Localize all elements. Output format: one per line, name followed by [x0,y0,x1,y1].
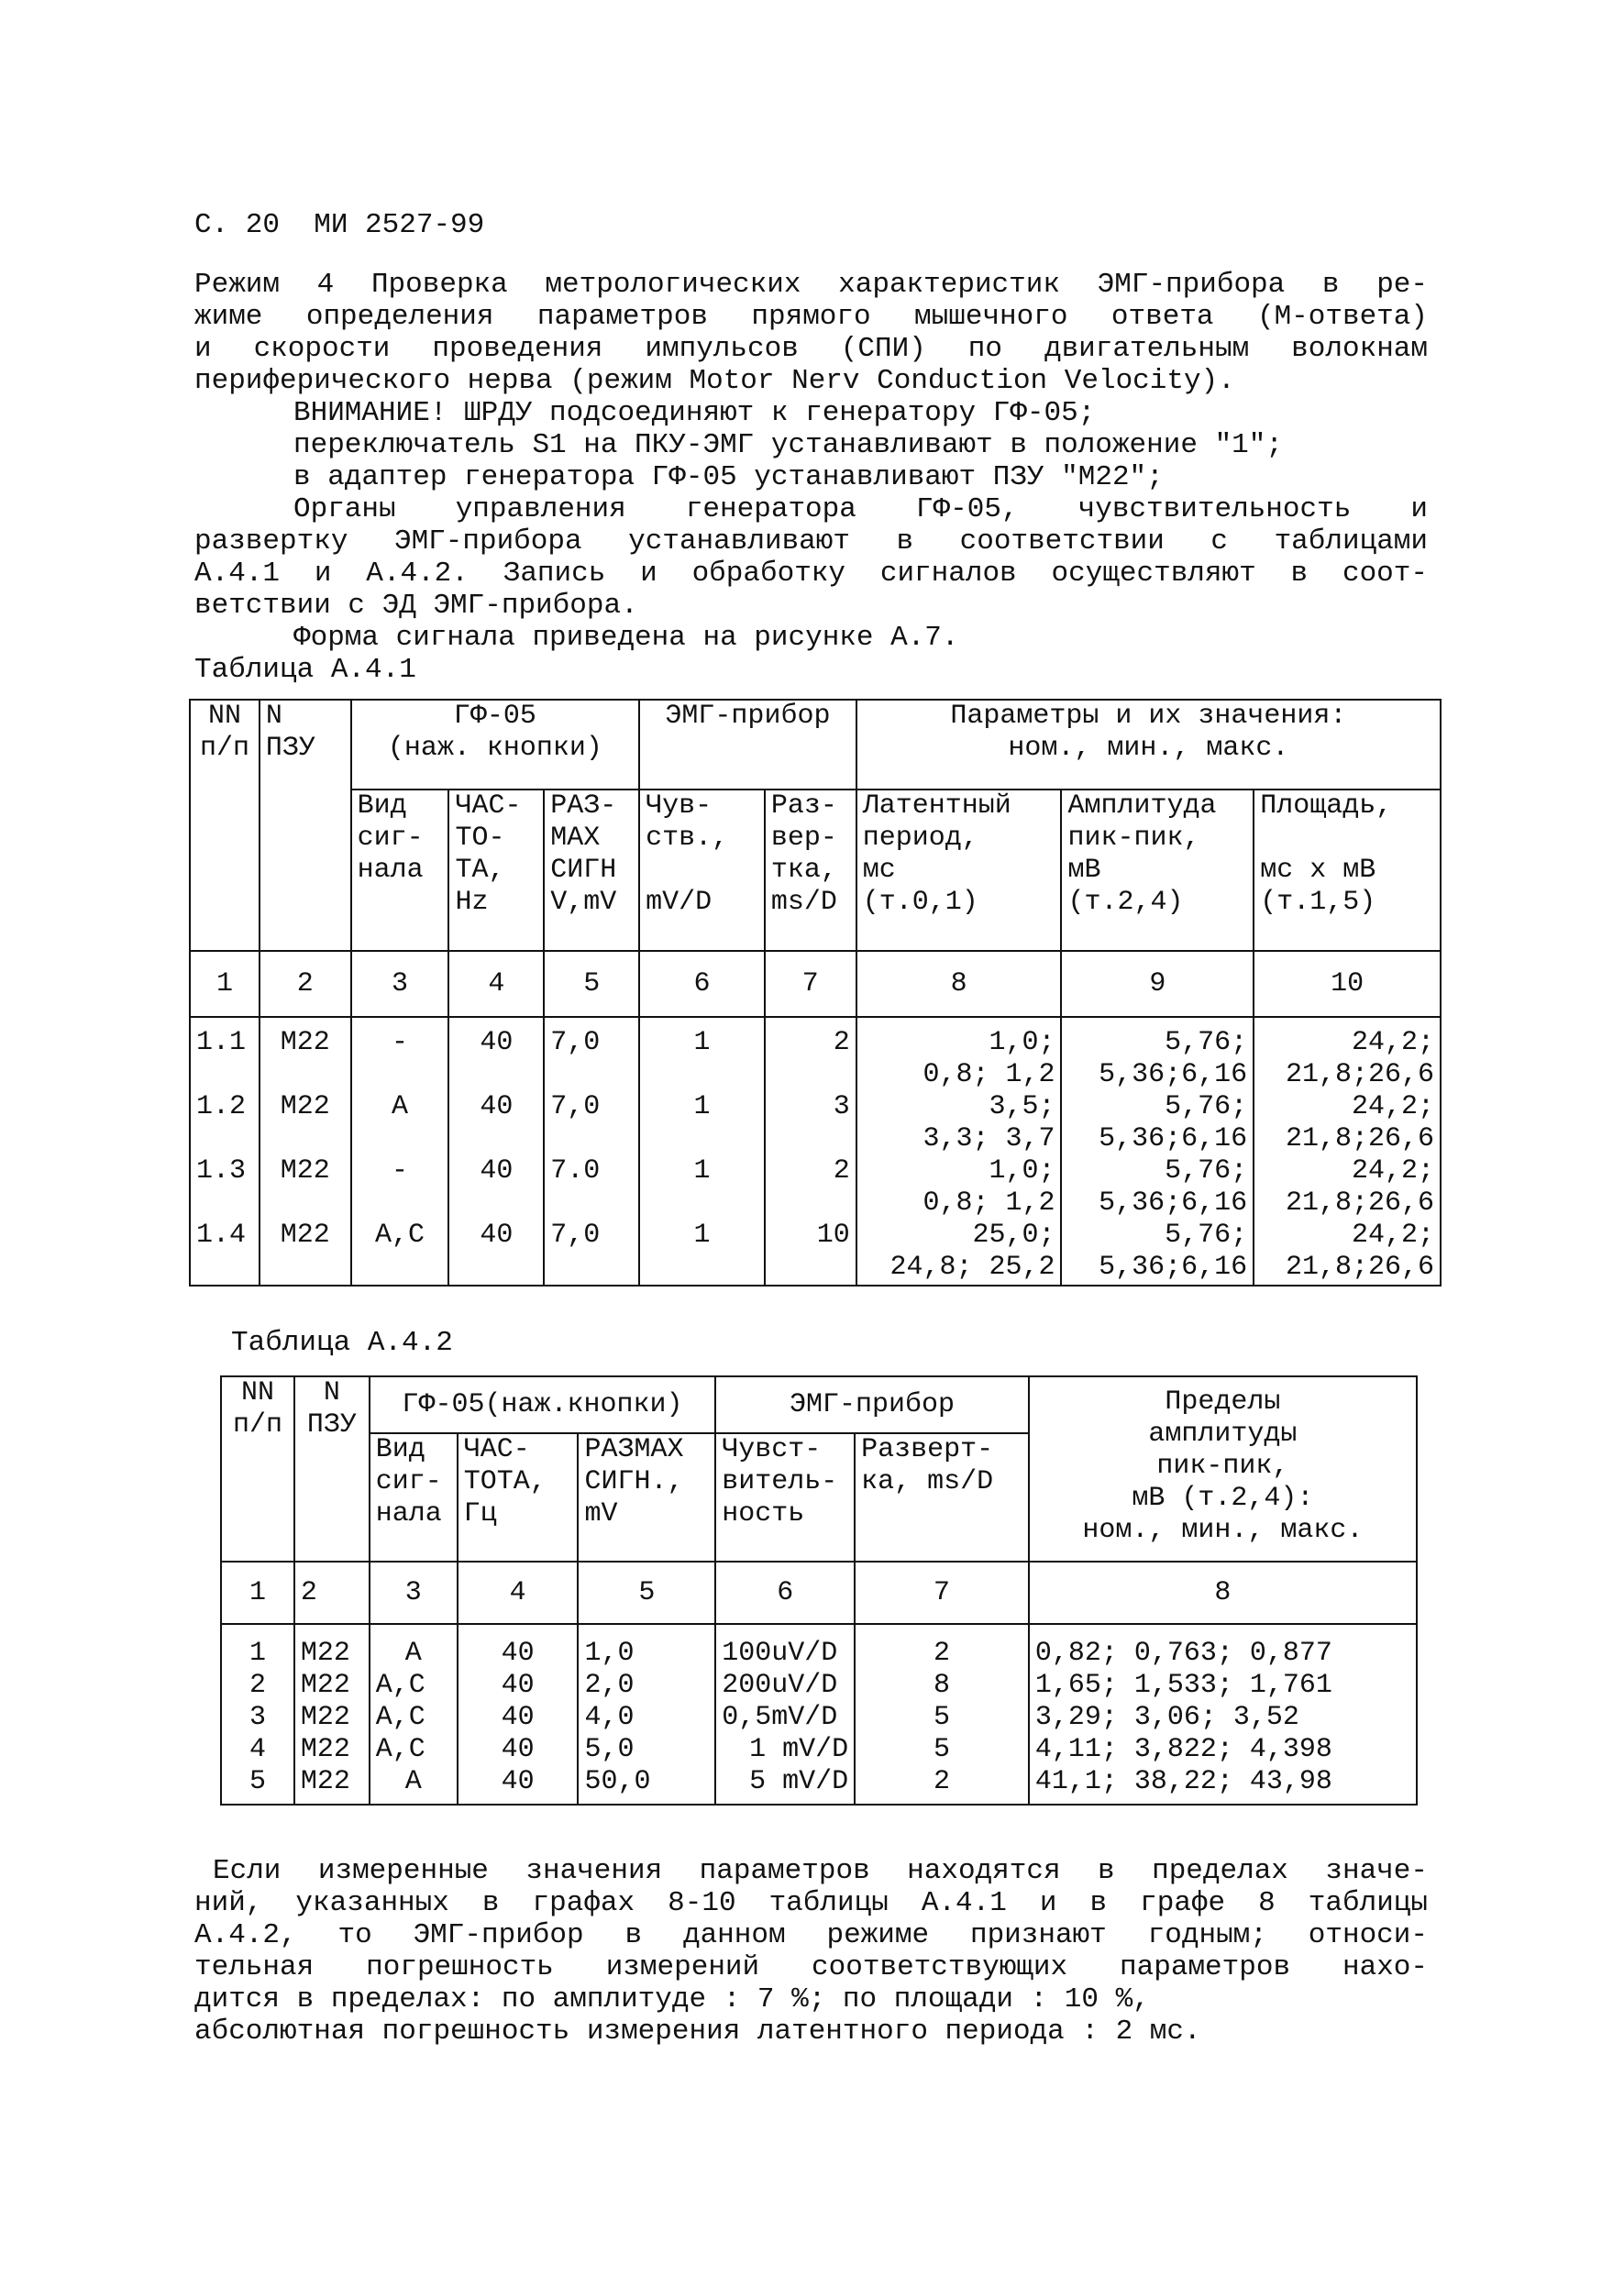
intro-line: жиме определения параметров прямого мышечного ответа (М-ответа) [194,301,1428,333]
cell-signal-type: - [351,1017,449,1091]
cell-frequency: 40 [458,1670,579,1702]
cell-amplitude: 7.0 [544,1155,639,1220]
cell-sensitivity: 1 [639,1091,765,1155]
conclusion-line: А.4.2, то ЭМГ-прибор в данном режиме признают годным; относи- [194,1919,1428,1951]
cell-nn: 1.2 [190,1091,260,1155]
cell-signal-type: А [351,1091,449,1155]
cell-pzu: М22 [294,1702,370,1734]
cell-amplitude: 2,0 [578,1670,715,1702]
cell-pzu: М22 [260,1017,351,1091]
cell-sensitivity: 200uV/D [715,1670,855,1702]
cell-sweep: 2 [855,1766,1029,1805]
cell-sweep: 5 [855,1702,1029,1734]
page-header: С. 20 МИ 2527-99 [194,209,485,241]
table-row [190,1155,1441,1220]
cell-nn: 1.1 [190,1017,260,1091]
cell-area: 24,2; 21,8;26,6 [1254,1155,1441,1220]
column-number: 4 [458,1562,579,1624]
cell-frequency: 40 [448,1155,544,1220]
cell-peak-amplitude: 5,76; 5,36;6,16 [1061,1017,1254,1091]
subheader-signal-type: Вид сиг- нала [351,790,449,951]
cell-signal-type: А,С [370,1734,458,1766]
cell-sweep: 2 [765,1155,856,1220]
cell-latency: 25,0; 24,8; 25,2 [856,1220,1062,1286]
cell-nn: 5 [221,1766,294,1805]
cell-amplitude: 7,0 [544,1017,639,1091]
subheader-signal-type: Вид сиг- нала [370,1433,458,1562]
cell-sensitivity: 1 [639,1017,765,1091]
subheader-amplitude: РАЗ- МАХ СИГН V,mV [544,790,639,951]
column-number: 8 [856,951,1062,1017]
column-number: 10 [1254,951,1441,1017]
cell-sweep: 5 [855,1734,1029,1766]
cell-amplitude: 50,0 [578,1766,715,1805]
cell-sensitivity: 1 mV/D [715,1734,855,1766]
column-number: 1 [221,1562,294,1624]
cell-limits: 4,11; 3,822; 4,398 [1029,1734,1417,1766]
cell-sweep: 2 [765,1017,856,1091]
intro-line: Режим 4 Проверка метрологических характеристик ЭМГ-прибора в ре- [194,269,1428,301]
col-header-pzu: N ПЗУ [294,1376,370,1562]
cell-signal-type: А,С [370,1702,458,1734]
cell-sweep: 3 [765,1091,856,1155]
cell-pzu: М22 [294,1734,370,1766]
cell-nn: 4 [221,1734,294,1766]
cell-frequency: 40 [458,1702,579,1734]
column-number: 1 [190,951,260,1017]
cell-pzu: М22 [260,1220,351,1286]
table-a42 [220,1375,1418,1806]
table2-caption: Таблица А.4.2 [231,1327,453,1359]
col-header-emg: ЭМГ-прибор [715,1376,1029,1433]
cell-amplitude: 1,0 [578,1624,715,1670]
cell-limits: 1,65; 1,533; 1,761 [1029,1670,1417,1702]
table-row [221,1670,1417,1702]
cell-latency: 1,0; 0,8; 1,2 [856,1155,1062,1220]
cell-signal-type: А [370,1766,458,1805]
cell-sweep: 8 [855,1670,1029,1702]
subheader-frequency: ЧАС- ТО- ТА, Hz [448,790,544,951]
subheader-sensitivity: Чувст- витель- ность [715,1433,855,1562]
cell-latency: 3,5; 3,3; 3,7 [856,1091,1062,1155]
cell-pzu: М22 [260,1091,351,1155]
column-number: 4 [448,951,544,1017]
conclusion-line: тельная погрешность измерений соответствующих параметров нахо- [194,1951,1428,1983]
cell-frequency: 40 [458,1734,579,1766]
column-number: 8 [1029,1562,1417,1624]
subheader-sweep: Раз- вер- тка, ms/D [765,790,856,951]
cell-signal-type: А,С [351,1220,449,1286]
cell-signal-type: - [351,1155,449,1220]
figure-reference: Форма сигнала приведена на рисунке А.7. [293,622,959,654]
attention-line: ВНИМАНИЕ! ШРДУ подсоединяют к генератору ГФ-05; [293,397,1096,429]
subheader-frequency: ЧАС- ТОТА, Гц [458,1433,579,1562]
cell-limits: 0,82; 0,763; 0,877 [1029,1624,1417,1670]
cell-amplitude: 7,0 [544,1091,639,1155]
subheader-latency: Латентный период, мс (т.0,1) [856,790,1062,951]
cell-sensitivity: 5 mV/D [715,1766,855,1805]
col-header-nn: NN п/п [190,700,260,951]
col-header-nn: NN п/п [221,1376,294,1562]
col-header-generator: ГФ-05 (наж. кнопки) [351,700,640,790]
column-number: 2 [260,951,351,1017]
conclusion-line: Если измеренные значения параметров находятся в пределах значе- [213,1855,1428,1887]
cell-pzu: М22 [294,1670,370,1702]
column-number: 7 [765,951,856,1017]
column-number: 6 [639,951,765,1017]
column-number: 7 [855,1562,1029,1624]
conclusion-line: ний, указанных в графах 8-10 таблицы А.4.1 и в графе 8 таблицы [194,1887,1428,1919]
cell-nn: 1.3 [190,1155,260,1220]
col-header-limits: Пределы амплитуды пик-пик, мВ (т.2,4): ном., мин., макс. [1029,1376,1417,1562]
cell-sensitivity: 100uV/D [715,1624,855,1670]
cell-peak-amplitude: 5,76; 5,36;6,16 [1061,1155,1254,1220]
cell-amplitude: 4,0 [578,1702,715,1734]
cell-nn: 1 [221,1624,294,1670]
column-number: 3 [351,951,449,1017]
table-a41 [189,699,1442,1287]
table1-caption: Таблица А.4.1 [194,654,416,686]
subheader-peak-amplitude: Амплитуда пик-пик, мВ (т.2,4) [1061,790,1254,951]
subheader-sensitivity: Чув- ств., mV/D [639,790,765,951]
table-row [190,1091,1441,1155]
cell-amplitude: 5,0 [578,1734,715,1766]
cell-frequency: 40 [448,1017,544,1091]
cell-limits: 3,29; 3,06; 3,52 [1029,1702,1417,1734]
controls-line: Органы управления генератора ГФ-05, чувствительность и [293,493,1428,525]
subheader-amplitude: РАЗМАХ СИГН., mV [578,1433,715,1562]
table-row [221,1766,1417,1805]
cell-area: 24,2; 21,8;26,6 [1254,1220,1441,1286]
table-row [221,1624,1417,1670]
subheader-sweep: Разверт- ка, ms/D [855,1433,1029,1562]
cell-sweep: 2 [855,1624,1029,1670]
column-number: 5 [544,951,639,1017]
table-row [221,1702,1417,1734]
cell-limits: 41,1; 38,22; 43,98 [1029,1766,1417,1805]
intro-line: и скорости проведения импульсов (СПИ) по двигательным волокнам [194,333,1428,365]
cell-peak-amplitude: 5,76; 5,36;6,16 [1061,1220,1254,1286]
controls-line: ветствии с ЭД ЭМГ-прибора. [194,590,638,622]
cell-sensitivity: 1 [639,1155,765,1220]
col-header-parameters: Параметры и их значения: ном., мин., макс. [856,700,1441,790]
cell-sweep: 10 [765,1220,856,1286]
cell-pzu: М22 [294,1624,370,1670]
cell-pzu: М22 [294,1766,370,1805]
table-row [221,1734,1417,1766]
cell-signal-type: А [370,1624,458,1670]
subheader-area: Площадь, мс х мВ (т.1,5) [1254,790,1441,951]
col-header-pzu: N ПЗУ [260,700,351,951]
table-row [190,1220,1441,1286]
cell-signal-type: А,С [370,1670,458,1702]
cell-sensitivity: 0,5mV/D [715,1702,855,1734]
table-row [190,1017,1441,1091]
cell-area: 24,2; 21,8;26,6 [1254,1091,1441,1155]
cell-sensitivity: 1 [639,1220,765,1286]
attention-line: переключатель S1 на ПКУ-ЭМГ устанавливают в положение "1"; [293,429,1283,461]
col-header-generator: ГФ-05(наж.кнопки) [370,1376,715,1433]
controls-line: развертку ЭМГ-прибора устанавливают в соответствии с таблицами [194,525,1428,558]
intro-line: периферического нерва (режим Motor Nerv Conduction Velocity). [194,365,1235,397]
cell-frequency: 40 [458,1624,579,1670]
cell-pzu: М22 [260,1155,351,1220]
column-number: 3 [370,1562,458,1624]
cell-nn: 2 [221,1670,294,1702]
cell-area: 24,2; 21,8;26,6 [1254,1017,1441,1091]
cell-frequency: 40 [448,1091,544,1155]
cell-nn: 3 [221,1702,294,1734]
cell-peak-amplitude: 5,76; 5,36;6,16 [1061,1091,1254,1155]
column-number: 5 [578,1562,715,1624]
cell-nn: 1.4 [190,1220,260,1286]
cell-frequency: 40 [448,1220,544,1286]
attention-line: в адаптер генератора ГФ-05 устанавливают ПЗУ "М22"; [293,461,1164,493]
column-number: 6 [715,1562,855,1624]
cell-latency: 1,0; 0,8; 1,2 [856,1017,1062,1091]
column-number: 9 [1061,951,1254,1017]
cell-frequency: 40 [458,1766,579,1805]
controls-line: А.4.1 и А.4.2. Запись и обработку сигналов осуществляют в соот- [194,558,1428,590]
conclusion-line: дится в пределах: по амплитуде : 7 %; по площади : 10 %, [194,1983,1150,2015]
conclusion-line: абсолютная погрешность измерения латентного периода : 2 мс. [194,2015,1201,2048]
col-header-emg: ЭМГ-прибор [639,700,856,790]
column-number: 2 [294,1562,370,1624]
cell-amplitude: 7,0 [544,1220,639,1286]
